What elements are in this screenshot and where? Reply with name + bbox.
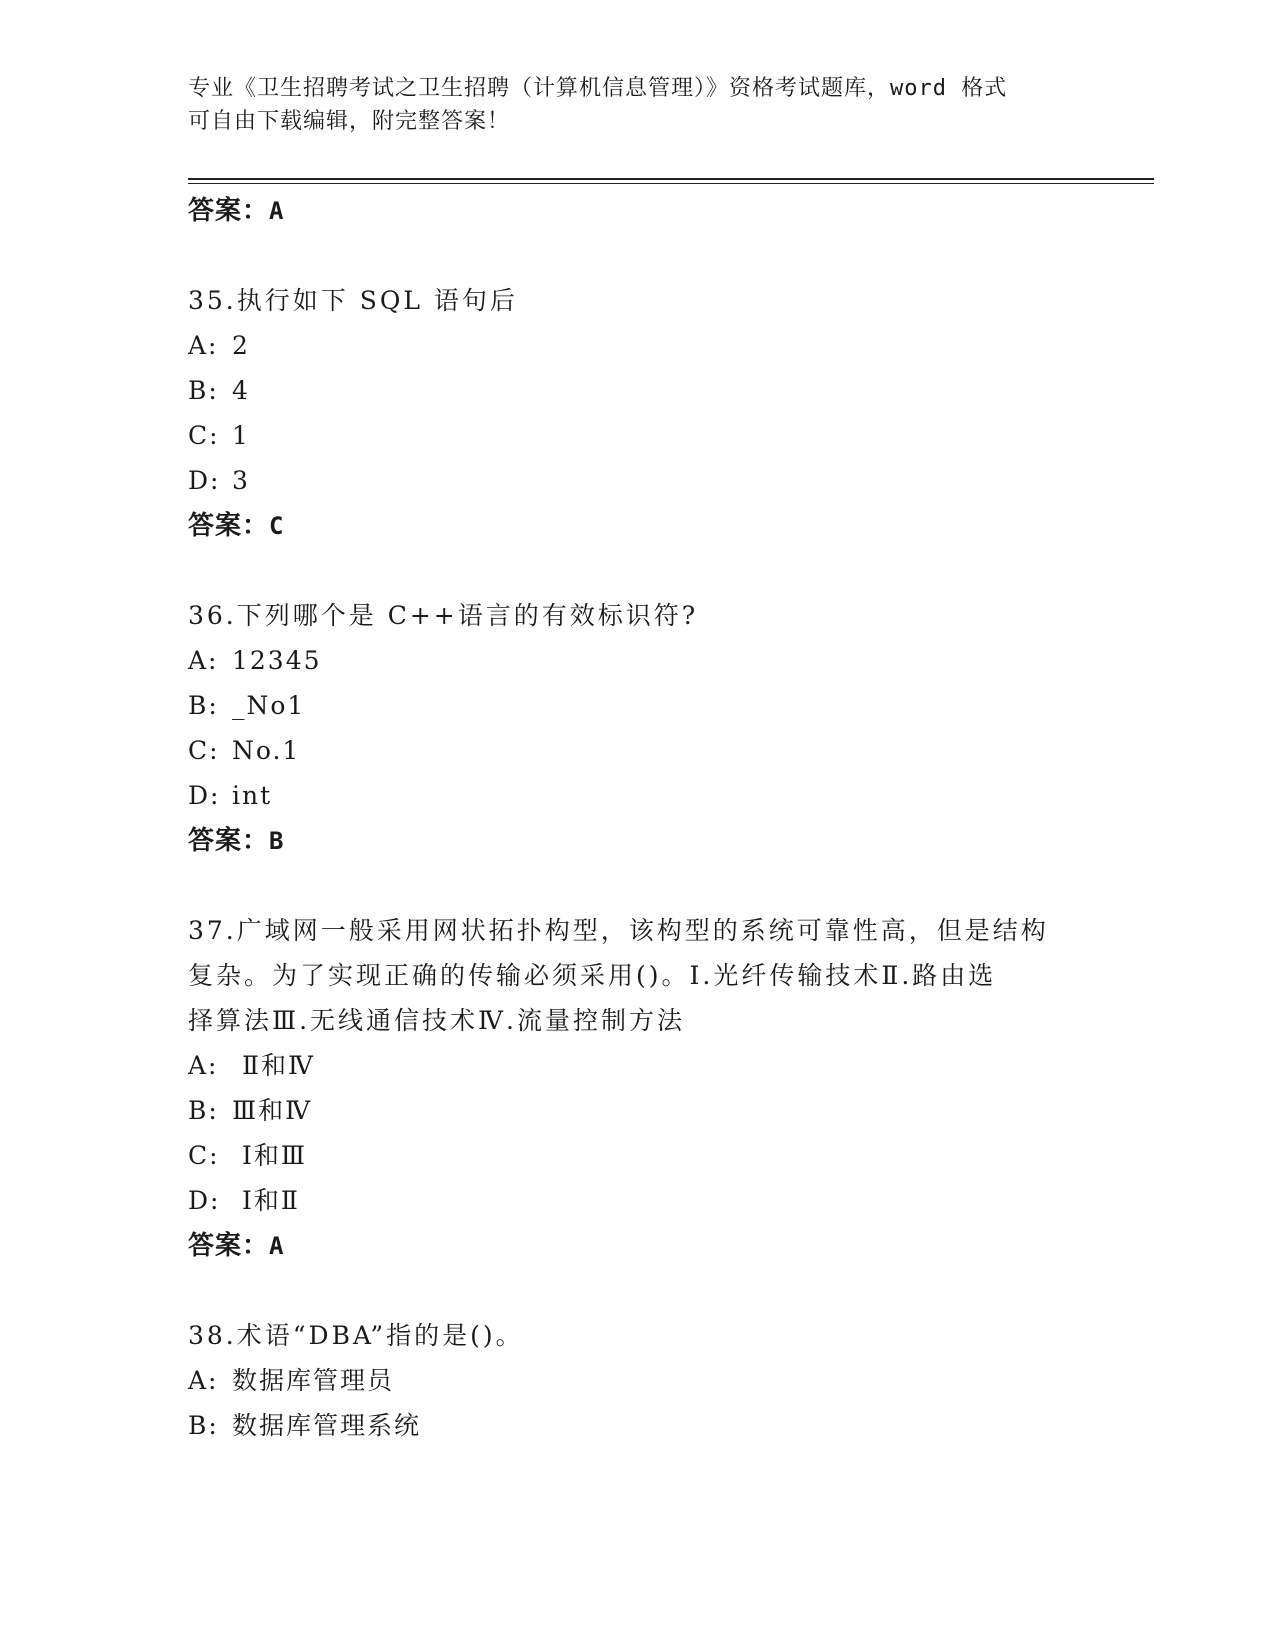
option-key: C: [188,1141,220,1170]
option-key: B: [188,691,219,720]
option-text: Ⅲ和Ⅳ [232,1096,313,1125]
option-text: _No1 [232,691,306,720]
answer-line [188,188,1088,234]
answer-line [188,503,1088,549]
answer-label: 答案： [188,196,270,226]
option-text: 2 [232,331,250,360]
answer-value: B [269,827,285,855]
option-text: 4 [232,376,250,405]
option-c [188,1133,1088,1178]
option-key: B: [188,1411,219,1440]
question-38 [188,1313,1088,1448]
question-stem: 35.执行如下 SQL 语句后 [188,286,518,315]
spacer [188,1269,1088,1313]
option-b [188,683,1088,728]
option-text: 数据库管理系统 [232,1411,422,1440]
answer-line [188,818,1088,864]
option-key: C: [188,421,220,450]
question-stem-line: 择算法Ⅲ.无线通信技术Ⅳ.流量控制方法 [188,1006,685,1035]
option-text: Ⅰ和Ⅱ [232,1186,300,1215]
option-a [188,638,1088,683]
question-stem: 38.术语“DBA”指的是()。 [188,1321,524,1350]
answer-line [188,1223,1088,1269]
option-key: A: [188,331,219,360]
option-d [188,773,1088,818]
option-key: C: [188,736,220,765]
option-b [188,1088,1088,1133]
option-b [188,1403,1088,1448]
option-key: D: [188,1186,221,1215]
option-c [188,413,1088,458]
header-line-1: 专业《卫生招聘考试之卫生招聘（计算机信息管理）》资格考试题库，word 格式 [188,76,1008,101]
option-text: 3 [232,466,250,495]
option-a [188,1043,1088,1088]
option-text: 1 [232,421,250,450]
option-a [188,323,1088,368]
spacer [188,549,1088,593]
question-list [188,188,1088,1448]
option-a [188,1358,1088,1403]
option-key: A: [188,1366,219,1395]
document-header [188,72,1088,138]
spacer [188,234,1088,278]
option-key: B: [188,376,219,405]
option-d [188,1178,1088,1223]
option-text: Ⅱ和Ⅳ [232,1051,315,1080]
option-key: A: [188,646,219,675]
option-text: Ⅰ和Ⅲ [232,1141,307,1170]
option-text: 数据库管理员 [232,1366,395,1395]
option-text: No.1 [232,736,301,765]
answer-label: 答案： [188,826,270,856]
answer-label: 答案： [188,1231,270,1261]
option-c [188,728,1088,773]
question-37 [188,908,1088,1269]
option-d [188,458,1088,503]
option-text: int [232,781,273,810]
option-key: B: [188,1096,219,1125]
answer-value: C [269,512,285,540]
option-text: 12345 [232,646,322,675]
option-key: A: [188,1051,219,1080]
answer-label: 答案： [188,511,270,541]
header-divider-thin [188,183,1154,184]
question-stem-line: 37.广域网一般采用网状拓扑构型，该构型的系统可靠性高，但是结构 [188,916,1049,945]
option-key: D: [188,466,221,495]
question-35 [188,278,1088,549]
question-stem: 36.下列哪个是 C++语言的有效标识符? [188,601,699,630]
option-key: D: [188,781,221,810]
header-divider-thick [188,178,1154,180]
header-line-2: 可自由下载编辑，附完整答案！ [188,109,511,134]
spacer [188,864,1088,908]
answer-value: A [269,197,285,225]
question-36 [188,593,1088,864]
question-stem-line: 复杂。为了实现正确的传输必须采用()。Ⅰ.光纤传输技术Ⅱ.路由选 [188,961,997,990]
option-b [188,368,1088,413]
answer-value: A [269,1232,285,1260]
